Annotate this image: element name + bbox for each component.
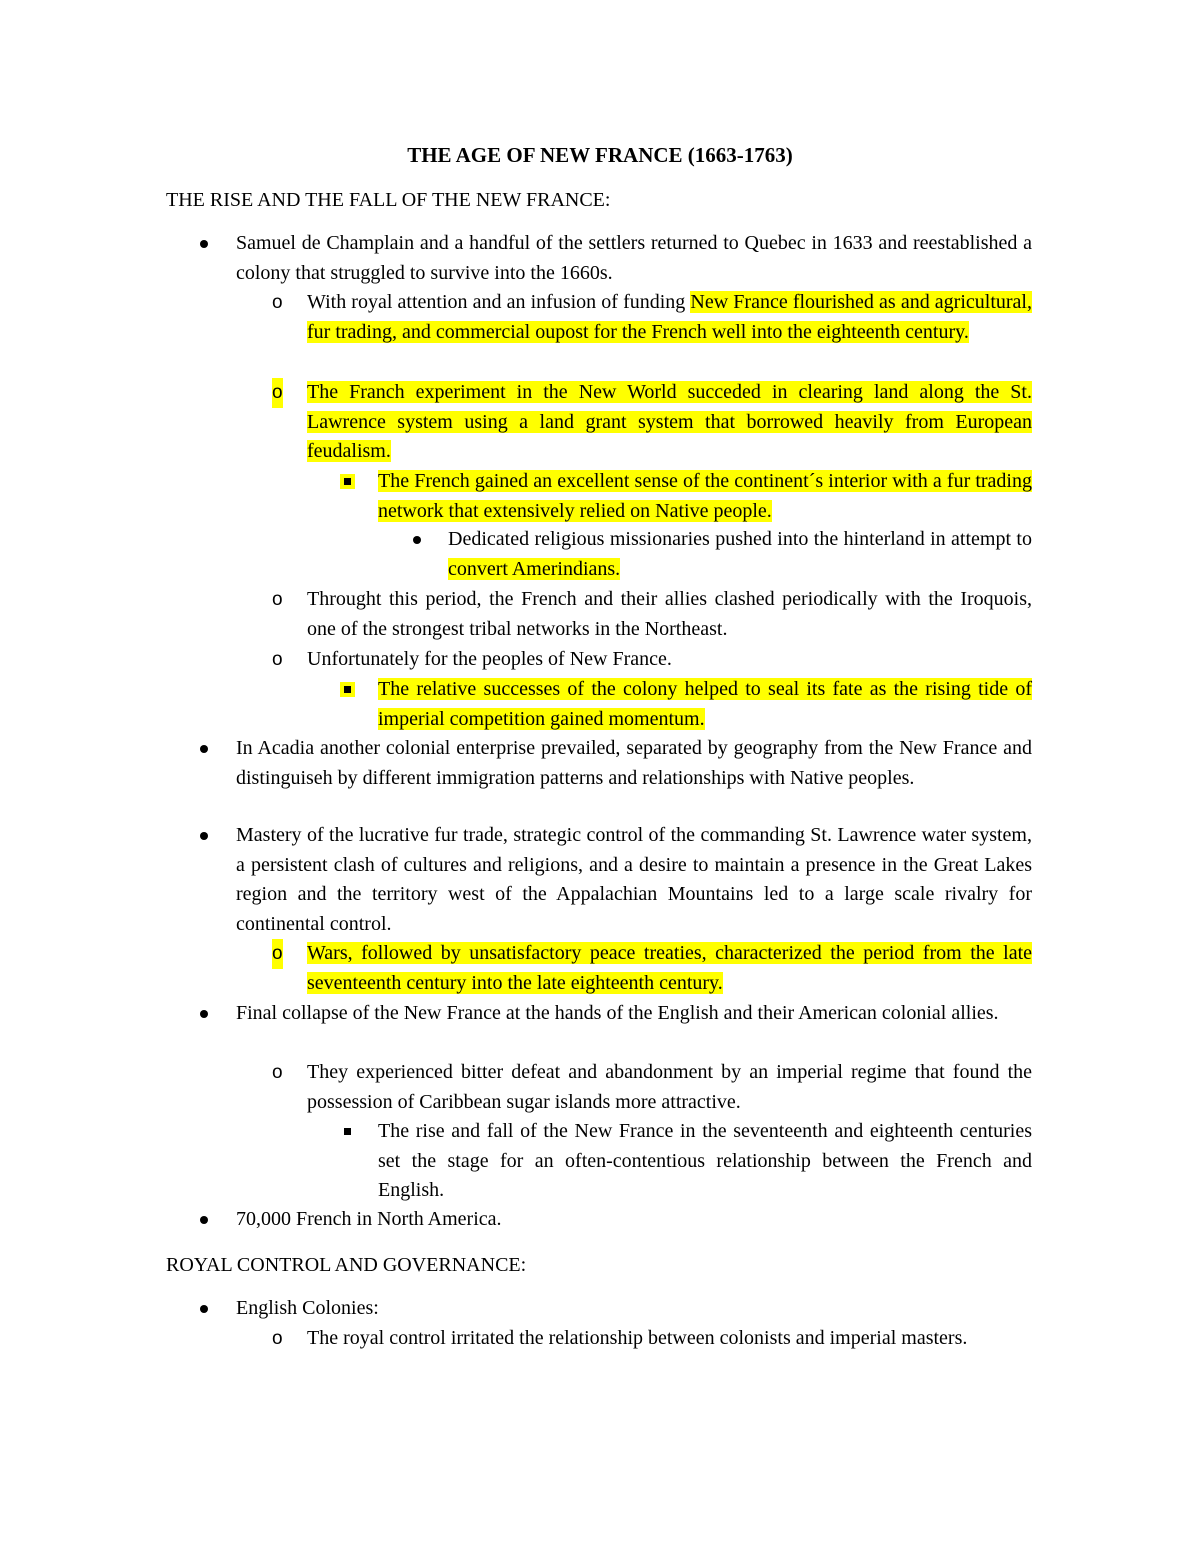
bullet-icon [413,536,421,544]
list-item-fur-trading [378,467,1032,526]
circle-bullet-icon: o [272,649,283,670]
list-item-rise-and-fall: The rise and fall of the New France in the seventeenth and eighteenth centuries set the stage for an often-contentious relationship between the French and English. [378,1120,1032,1202]
bullet-icon [200,240,208,248]
circle-bullet-icon: o [272,589,283,610]
highlighted-text: The French gained an excellent sense of the continent´s interior with a fur trading network that extensively relied on Native people. [378,470,1032,522]
square-bullet-icon [344,1128,351,1135]
highlighted-text: The relative successes of the colony helped to seal its fate as the rising tide of imperial competition gained momentum. [378,678,1032,730]
highlighted-text: convert Amerindians. [448,557,621,580]
item-text: With royal attention and an infusion of funding [307,291,691,313]
list-item-final-collapse: Final collapse of the New France at the hands of the English and their American colonial allies. [236,1002,999,1024]
highlighted-text: The Franch experiment in the New World succeded in clearing land along the St. Lawrence system using a land grant system that borrowed heavily from European feudalism. [307,381,1032,463]
list-item-70000-french: 70,000 French in North America. [236,1208,502,1230]
bullet-icon [200,1216,208,1224]
list-item-missionaries [448,525,1032,584]
list-item-english-colonies: English Colonies: [236,1297,379,1319]
section-heading-royal-control: ROYAL CONTROL AND GOVERNANCE: [166,1254,527,1276]
circle-bullet-icon: o [272,939,283,969]
list-item-unfortunately: Unfortunately for the peoples of New France. [307,648,672,670]
list-item-relative-successes [378,675,1032,734]
list-item-wars [307,939,1032,998]
list-item-franch-experiment [307,378,1032,467]
section-heading-rise-and-fall: THE RISE AND THE FALL OF THE NEW FRANCE: [166,189,611,211]
highlighted-text: Wars, followed by unsatisfactory peace treaties, characterized the period from the late seventeenth century into the late eighteenth century. [307,942,1032,994]
list-item-bitter-defeat: They experienced bitter defeat and abandonment by an imperial regime that found the possession of Caribbean sugar islands more attractive. [307,1061,1032,1113]
circle-bullet-icon: o [272,292,283,313]
circle-bullet-icon: o [272,378,283,408]
list-item-iroquois: Throught this period, the French and their allies clashed periodically with the Iroquois, one of the strongest tribal networks in the Northeast. [307,588,1032,640]
list-item-fur-trade-mastery: Mastery of the lucrative fur trade, strategic control of the commanding St. Lawrence water system, a persistent clash of cultures and religions, and a desire to maintain a presence in the Great Lakes region and the territory west of the Appalachian Mountains led to a large scale rivalry for continental control. [236,824,1032,935]
square-bullet-icon [344,686,351,693]
circle-bullet-icon: o [272,1062,283,1083]
list-item-champlain: Samuel de Champlain and a handful of the settlers returned to Quebec in 1633 and reestablished a colony that struggled to survive into the 1660s. [236,232,1032,284]
item-text: Dedicated religious missionaries pushed into the hinterland in attempt to [448,528,1032,550]
highlighted-text: New France flourished as and agricultural, fur trading, and commercial oupost for the French well into the eighteenth century. [307,291,1032,343]
bullet-icon [200,832,208,840]
circle-bullet-icon: o [272,1328,283,1349]
bullet-icon [200,745,208,753]
square-bullet-icon [344,478,351,485]
bullet-icon [200,1010,208,1018]
bullet-icon [200,1305,208,1313]
list-item-royal-attention [307,288,1032,347]
document-title: THE AGE OF NEW FRANCE (1663-1763) [407,143,793,167]
list-item-acadia: In Acadia another colonial enterprise prevailed, separated by geography from the New France and distinguiseh by different immigration patterns and relationships with Native peoples. [236,737,1032,789]
list-item-royal-control: The royal control irritated the relationship between colonists and imperial masters. [307,1327,968,1349]
